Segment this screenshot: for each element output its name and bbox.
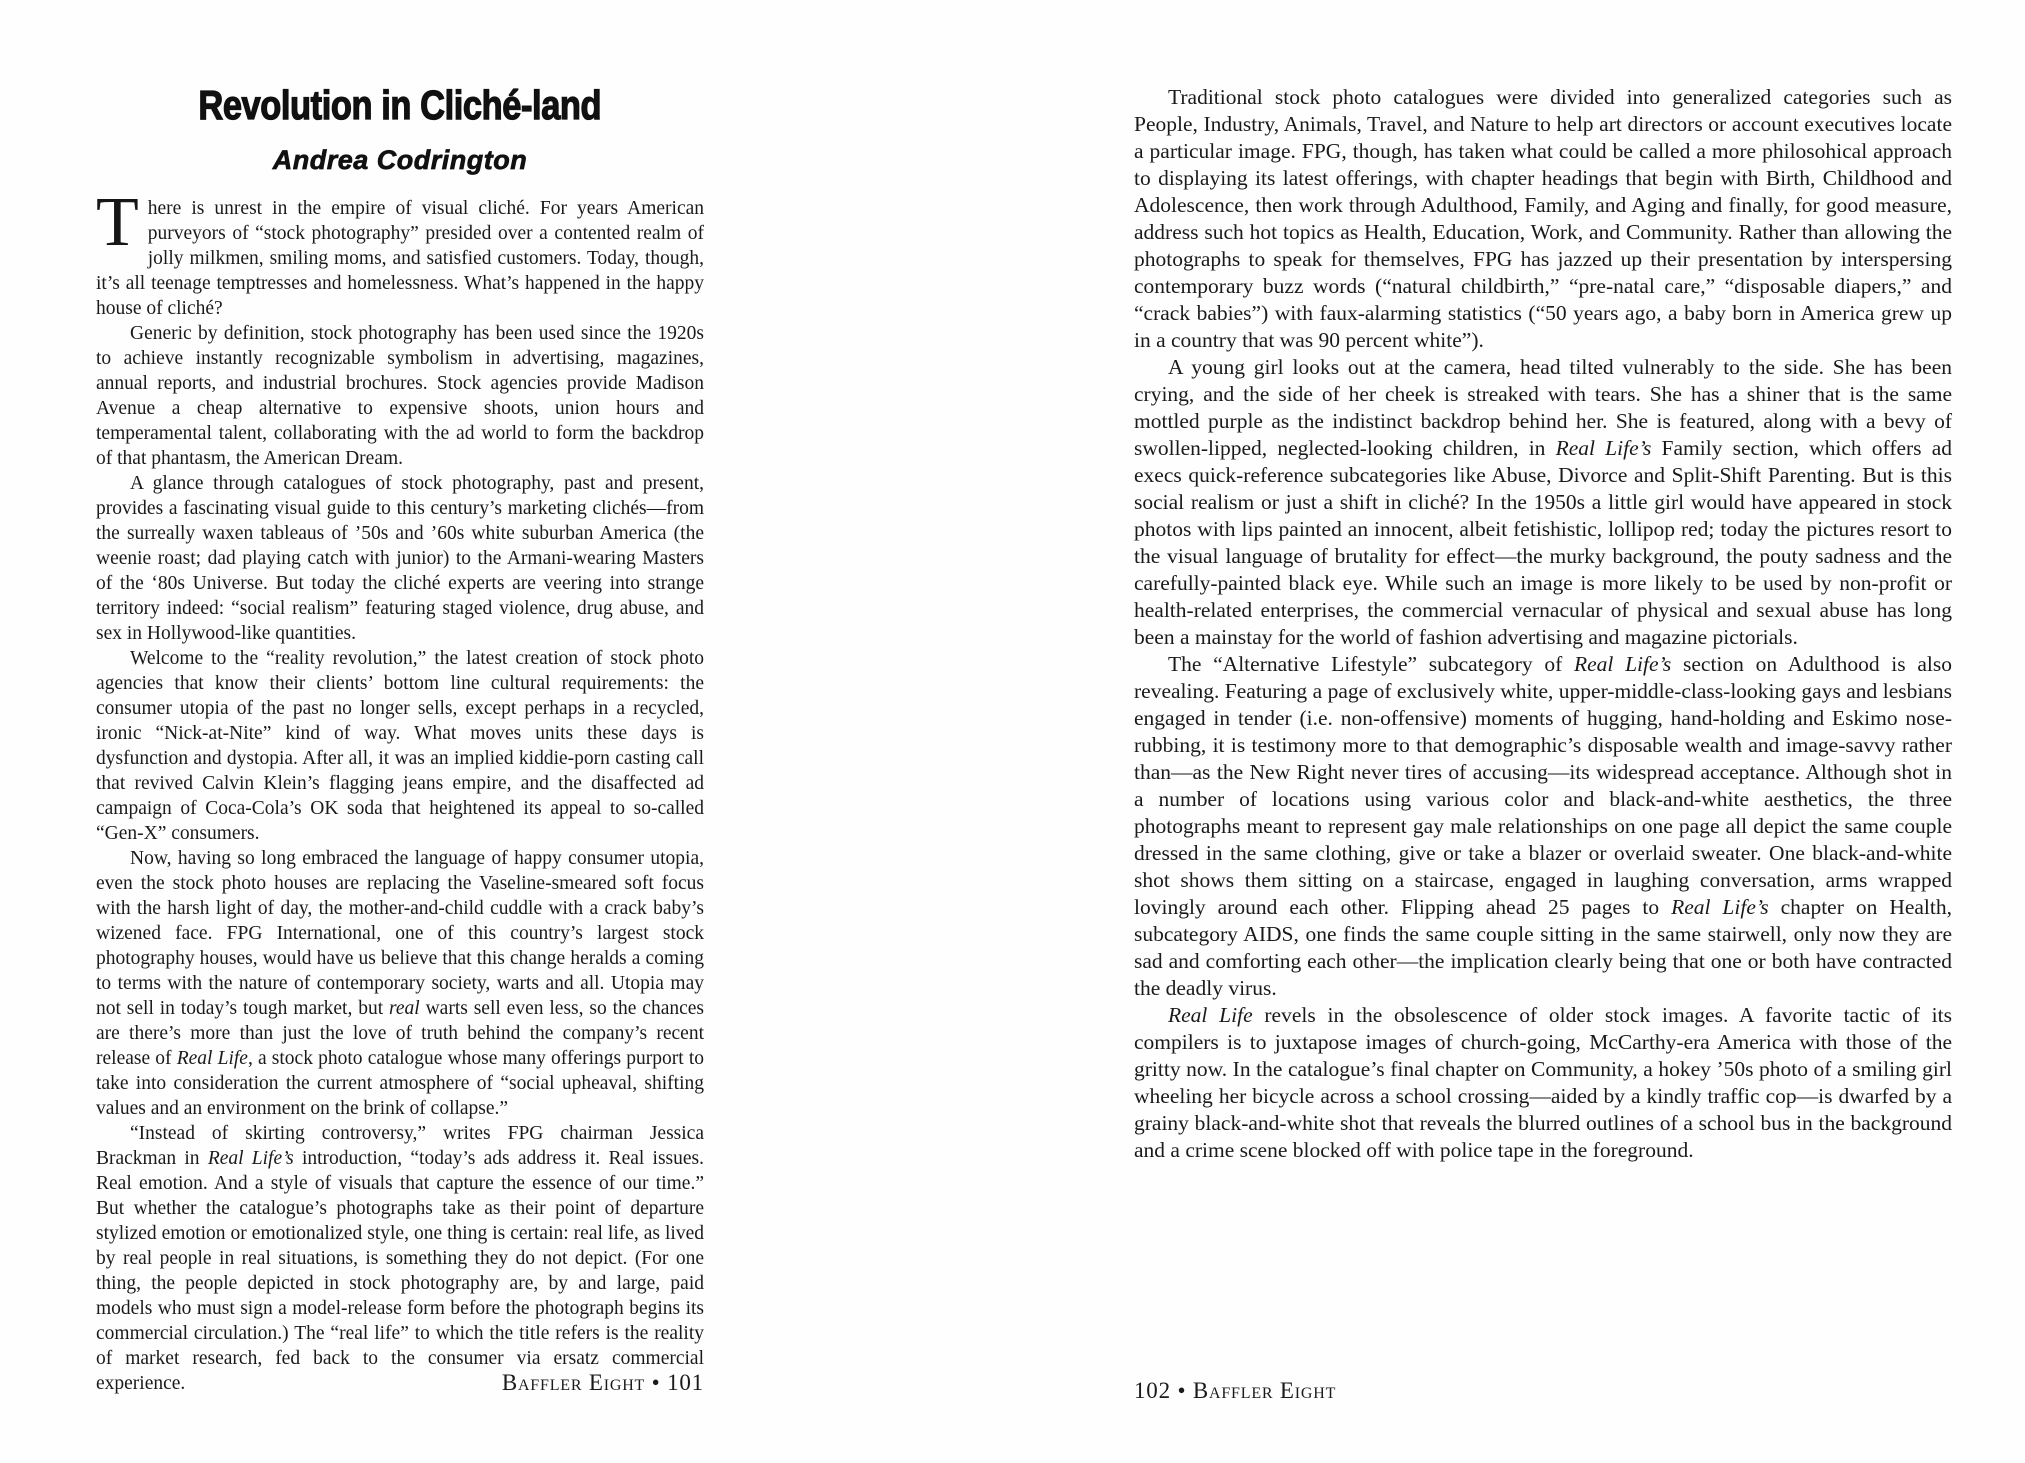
text-run: Generic by definition, stock photography has been used since the 1920s to achieve instantly recognizable symbolism in advertising, magazines, annual reports, and industrial brochures. Stock agencies provide Madison Avenue a cheap alternative to expensive shoots, union hours and temperamental talent, collaborating with the ad world to form the backdrop of that phantasm, the American Dream. bbox=[96, 323, 704, 469]
article-author: Andrea Codrington bbox=[272, 145, 528, 175]
paragraph bbox=[1134, 1002, 1952, 1164]
page-101-footer: Baffler Eight • 101 bbox=[501, 1370, 704, 1395]
drop-cap: T bbox=[96, 184, 139, 261]
text-run: , a stock photo catalogue whose many offerings purport to take into consideration the current atmosphere of “social upheaval, shifting values and an environment on the brink of collapse.” bbox=[96, 1048, 704, 1119]
page-102-footer: 102 • Baffler Eight bbox=[1134, 1378, 1337, 1403]
paragraph bbox=[1134, 354, 1952, 651]
text-run: Real Life’s bbox=[1573, 652, 1672, 676]
article-title-text: Revolution in Cliché-land bbox=[198, 82, 602, 128]
text-run: A young girl looks out at the camera, head tilted vulnerably to the side. She has been crying, and the side of her cheek is streaked with tears. She has a shiner that is the same mottled purple as the indistinct backdrop behind her. She is featured, along with a bevy of swollen-lipped, neglected-looking children, in bbox=[1134, 355, 1952, 460]
article-title bbox=[96, 82, 704, 129]
paragraph bbox=[96, 471, 704, 646]
text-run: revels in the obsolescence of older stock images. A favorite tactic of its compilers is to juxtapose images of church-going, McCarthy-era America with those of the gritty now. In the catalogue’s final chapter on Community, a hokey ’50s photo of a smiling girl wheeling her bicycle across a school crossing—aided by a kindly traffic cop—is dwarfed by a grainy black-and-white shot that reveals the blurred outlines of a school bus in the background and a crime scene blocked off with police tape in the foreground. bbox=[1134, 1003, 1952, 1162]
text-run: “Instead of skirting controversy,” writes FPG chairman Jessica Brackman in bbox=[96, 1123, 704, 1169]
text-run: warts sell even less, so the chances are there’s more than just the love of truth behind the company’s recent release of bbox=[96, 998, 705, 1069]
text-run: Real Life bbox=[1168, 1003, 1253, 1027]
text-run: here is unrest in the empire of visual cliché. For years American purveyors of “stock photography” presided over a contented realm of jolly milkmen, smiling moms, and satisfied customers. Today, though, it’s all teenage temptresses and homelessness. What’s happened in the happy house of cliché? bbox=[96, 198, 704, 319]
paragraph bbox=[1134, 84, 1952, 354]
text-run: Real Life bbox=[176, 1048, 248, 1069]
page-102 bbox=[1134, 84, 1952, 1164]
text-run: Welcome to the “reality revolution,” the latest creation of stock photo agencies that know their clients’ bottom line cultural requirements: the consumer utopia of the past no longer sells, except perhaps in a recycled, ironic “Nick-at-Nite” kind of way. What moves units these days is dysfunction and dystopia. After all, it was an implied kiddie-porn casting call that revived Calvin Klein’s flagging jeans empire, and the disaffected ad campaign of Coca-Cola’s OK soda that heightened its appeal to so-called “Gen-X” consumers. bbox=[96, 648, 704, 844]
text-run: Real Life’s bbox=[1671, 895, 1769, 919]
page-101 bbox=[96, 40, 704, 1396]
text-run: A glance through catalogues of stock photography, past and present, provides a fascinating visual guide to this century’s marketing clichés—from the surreally waxen tableaus of ’50s and ’60s white suburban America (the weenie roast; dad playing catch with junior) to the Armani-wearing Masters of the ‘80s Universe. But today the cliché experts are veering into strange territory indeed: “social realism” featuring staged violence, drug abuse, and sex in Hollywood-like quantities. bbox=[96, 473, 704, 644]
page-101-body bbox=[96, 184, 705, 1396]
paragraph bbox=[1134, 651, 1952, 1002]
text-run: Traditional stock photo catalogues were divided into generalized categories such as People, Industry, Animals, Travel, and Nature to help art directors or account executives locate a particular image. FPG, though, has taken what could be called a more philosohical approach to displaying its latest offerings, with chapter headings that begin with Birth, Childhood and Adolescence, then work through Adulthood, Family, and Aging and finally, for good measure, address such hot topics as Health, Education, Work, and Community. Rather than allowing the photographs to speak for themselves, FPG has jazzed up their presentation by interspersing contemporary buzz words (“natural childbirth,” “pre-natal care,” “disposable diapers,” and “crack babies”) with faux-alarming statistics (“50 years ago, a baby born in America grew up in a country that was 90 percent white”). bbox=[1134, 85, 1952, 352]
text-run: Now, having so long embraced the language of happy consumer utopia, even the stock photo houses are replacing the Vaseline-smeared soft focus with the harsh light of day, the mother-and-child cuddle with a crack baby’s wizened face. FPG International, one of this country’s largest stock photography houses, would have us believe that this change heralds a coming to terms with the nature of contemporary society, warts and all. Utopia may not sell in today’s tough market, but bbox=[96, 848, 704, 1019]
page-102-body bbox=[1134, 84, 1952, 1164]
text-run: Family section, which offers ad execs quick-reference subcategories like Abuse, Divorce and Split-Shift Parenting. But is this social realism or just a shift in cliché? In the 1950s a little girl would have appeared in stock photos with lips painted an innocent, albeit fetishistic, lollipop red; today the pictures resort to the visual language of brutality for effect—the murky background, the pouty sadness and the carefully-painted black eye. While such an image is more likely to be used by non-profit or health-related enterprises, the commercial vernacular of physical and sexual abuse has long been a mainstay for the world of fashion advertising and magazine pictorials. bbox=[1134, 436, 1953, 649]
text-run: section on Adulthood is also revealing. Featuring a page of exclusively white, upper-middle-class-looking gays and lesbians engaged in tender (i.e. non-offensive) moments of hugging, hand-holding and Eskimo nose-rubbing, it is testimony more to that demographic’s disposable wealth and image-savvy rather than—as the New Right never tires of accusing—its widespread acceptance. Although shot in a number of locations using various color and black-and-white aesthetics, the three photographs meant to represent gay male relationships on one page all depict the same couple dressed in the same clothing, give or take a blazer or overlaid sweater. One black-and-white shot shows them sitting on a staircase, engaged in laughing conversation, arms wrapped lovingly around each other. Flipping ahead 25 pages to bbox=[1134, 652, 1952, 919]
paragraph bbox=[96, 1121, 704, 1396]
text-run: The “Alternative Lifestyle” subcategory of bbox=[1168, 652, 1574, 676]
text-run: real bbox=[389, 998, 420, 1019]
text-run: Real Life’s bbox=[1555, 436, 1652, 460]
text-run: chapter on Health, subcategory AIDS, one finds the same couple sitting in the same stairwell, only now they are sad and comforting each other—the implication clearly being that one or both have contracted the deadly virus. bbox=[1134, 895, 1953, 1000]
paragraph bbox=[96, 184, 704, 321]
text-run: Real Life’s bbox=[207, 1148, 294, 1169]
paragraph bbox=[96, 846, 704, 1121]
paragraph bbox=[96, 646, 704, 846]
paragraph bbox=[96, 321, 704, 471]
text-run: introduction, “today’s ads address it. Real issues. Real emotion. And a style of visuals that capture the essence of our time.” But whether the catalogue’s photographs take as their point of departure stylized emotion or emotionalized style, one thing is certain: real life, as lived by real people in real situations, is something they do not depict. (For one thing, the people depicted in stock photography are, by and large, paid models who must sign a model-release form before the photograph begins its commercial circulation.) The “real life” to which the title refers is the reality of market research, fed back to the consumer via ersatz commercial experience. bbox=[96, 1148, 705, 1394]
